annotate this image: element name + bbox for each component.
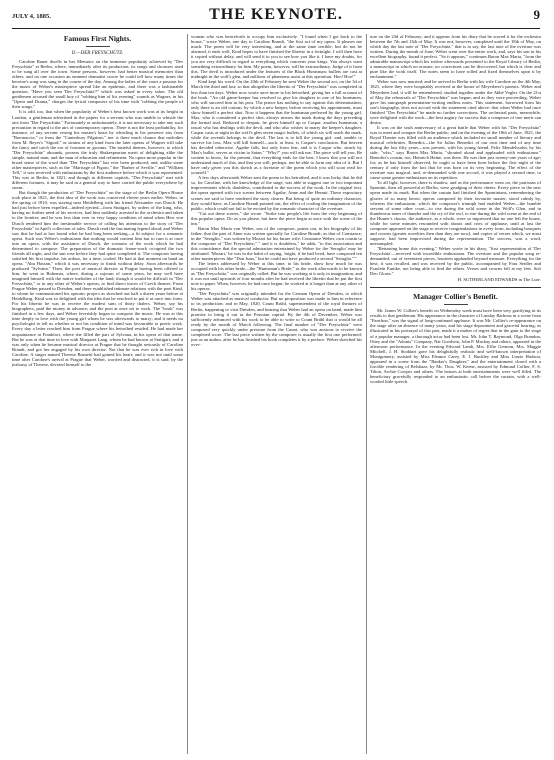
publication-title: THE KEYNOTE.	[209, 6, 343, 23]
paragraph: The letters addressed by Weber at this time, to his bride, show how much he was occupied with his other bride—the "Huntsman's Bride," as the work afterwards to be known as "Der Freyschütz," was originally called. But he was working at it only in imagination; and it was not until upwards of four months after he had received the libretto that he put the first note to paper. When, however, he had once begun, he worked at it longer than at any other of his operas.	[191, 261, 362, 292]
paragraph: But though the production of "Der Freyschütz" on the stage of the Berlin Opera House took place in 1821, the first idea of the work was conceived eleven years earlier. Weber, in the spring of 1810, was staying near Heidelberg with his friend Alexander von Dusch. He had just before been expelled—indeed ejected—from Stuttgart, by orders of the king, who, having no further need of his services, had him suddenly arrested in the orchestra and taken to the frontier; and he was less than ever in very happy condition of mind when Herr von Dusch rendered him the inestimable service of calling his attention to the story of "Der Freyschütz" in Apel's collection of tales. Dusch read the fascinating legend aloud; and Weber saw that he had at last found what he had long been seeking—a fit subject for a romantic opera. Such was Weber's enthusiasm that nothing would content him but to turn it at once into an opera, with the assistance of Dusch, the scenario of the work which he had determined to compose. The preparation of the dramatic frame-work occupied the two friends all night, and the sun rose before they had quite completed it. The composer having satisfied his first impulse, his ardour, for a time, cooled. He had at that moment on hand an opera, "Abu Hassan," which it was necessary to finish without delay. Soon afterwards he produced "Sylvana." Then, the post of musical director at Prague having been offered to him, he went to Bohemia, where, during a sojourn of some years, he may well have imagined himself with the native melodies of the land; though it would be difficult in "Der Freyschütz," or in any other of Weber's operas, to find direct traces of Czech themes. From Prague Weber passed to Dresden, and there established intimate relations with the poet Kind, to whom he communicated his operatic project as sketched out half a dozen years before at Heidelberg. Kind was so delighted with the idea that he resolved to put it at once into form. For his libretto he was to receive the modest sum of thirty thalers. Weber, say his biographers, paid the money in advance; and the poet at once set to work. The "book" was finished in a few days, and Weber feverishly began to compose the music. He was at this time deeply in love with the young girl whom he was afterwards to marry; and it needs no psychologist to tell us whether or not his condition of mind was favourable to poetic work. Every day a letter reached him from Prague where his betrothed resided. He had made her acquaintance at Frankfort, where she filled the part of Sylvana, in his opera of that name. But he was at that time in love with Margaret Lang, whom he had known at Stuttgart; and it was only when he became musical director at Prague that he thought seriously of Caroline Brandt, and got her engaged by his own director. Not that he was ever rich in love with Caroline. A singer named Therese Brunetti had gained his heart; and it was not until some time after Caroline's arrival at Prague that Weber, worried and distracted, it is said, by the jealousy of Therese, devoted himself to the	[12, 190, 183, 367]
paragraph: It is odd, too, that when the popularity of Weber's best known work was at its height in London, a gentleman advertised in the papers for a servant who was unable to whistle the airs from "Der Freyschütz." Fortunately or unfortunately, it is not necessary to take any such precaution in regard to the airs of contemporary operas. There is not the least probability, for instance, of any servant vexing his master's heart by whistling in his presence airs from "Beronaccia," or from the "Canterbury Pilgrims;" nor is there much chance that melodies from M. Reyer's "Sigurd," or strains of any kind from the later operas of Wagner will take the fancy and catch the ear of footmen or grooms. The tasteful themes, however, to which "Der Freyschütz" abounds, possess the truly Shakespearian merit of delighting alike the simple, natural man, and the man of education and refinement. No opera more popular in the broad sense of the word than "Der Freyschütz" has ever been produced; and, unlike some other masterpieces, such as the "Marriage of Figaro," the "Barber of Seville," and "William Tell," it was received with enthusiasm by the first audience before which it was represented. This was at Berlin, in 1821, and though in different capitals, "Der Freyschütz" met with different fortunes, it may be said in a general way to have carried the public everywhere by storm.	[12, 109, 183, 191]
article-title: Famous First Nights.	[63, 34, 132, 43]
page-header	[12, 4, 540, 29]
paragraph: It was on the sixth anniversary of a great battle that Weber with his "Der Freyschütz" was to meet and conquer the Berlin public; and on the evening of the 18th of June, 1821, the Royal Theatre was filled with an audience which included no small number of literary and musical celebrities. Benedict—the Sir Julius Benedict of our own time and of any time during the last fifty years—was present, with his young friend, Felix Mendelssohn, by his side; "who," says Baron Max Maria, "shouted aloud and applauded with enthusiasm." Benedict's cousin, too, Heinrich Heine, was there. He was then just twenty-one years of age; for, as he has himself observed, he ought to have been born before the first night of the century if only from the fact that he was born on its very beginning. The effect of the overture was magical, and, re-demanded with one accord, it was played a second time, to cause some greater enthusiasm on its repetition.	[370, 124, 541, 181]
paragraph: "Cut out these scenes," she wrote. "Strike into people's life from the very beginning of this popular opera. Do as you please, but have the piece begin at once with the scene of the inn."	[191, 210, 362, 226]
column-2	[191, 34, 362, 756]
page-number: 9	[533, 7, 540, 22]
paragraph: "Der Freyschütz" was originally intended for the German Opera of Dresden, to which Weber was attached as musical conductor. But no proposition was made to him in reference to its production; and in May, 1820, Count Brühl, superintendent of the royal theatres of Berlin, happening to visit Dresden, and hearing that Weber had an opera on hand, made him promise to bring it out in the Prussian capital. By the 4th of December, Weber was sufficiently advanced with his work to be able to write to Count Brühl that it would be all ready by the month of March following. The final number of "Der Freyschütz" were composed very quickly under pressure from the Count, who was anxious to receive the completed score. The last piece written by the composer is usually the first one performed; just as an author, after he has finished his book completes it by a preface. Weber sketched his over-	[191, 291, 362, 347]
column-3	[370, 34, 541, 756]
article-separator	[370, 287, 541, 288]
article-signature: H. SUTHERLAND EDWARDS in The Lute.	[457, 277, 541, 283]
paragraph: woman who was henceforth to occupy him exclusively. "I found when I got back to the house," wrote Weber, one day to Caroline Brandt, "the first act of my opera. It pleases me much. The poem will be very interesting, and at the same time terrible; but do not be alarmed, it ends well. Kind hopes to have finished the libretto in a fortnight. I will then have it copied without delay, and will send it to you to see how you like it. I have my doubts, for you are very difficult in regard to everything which concerns your kings. You always want something extraordinary for him. My poem, however, will be extraordinary. Judge of it from this. The devil is introduced under the features of the Black Huntsman; bullets are cast at midnight in the wolf's glen, and millions of phantoms assist at this operation. Hoo! Hoo!"	[191, 34, 362, 80]
article-subtitle: II.—DER FREYSCHÜTZ.	[71, 51, 124, 56]
column-1	[12, 34, 183, 756]
paragraph: Kind kept his word. On the 20th of February he sent Weber the second act; on the 3d of March the third and last; so that altogether the libretto of "Der Freyschütz" was completed in less than ten days. Weber now wrote once more to his betrothed, giving her a full account of the book. "An old game-keeper has resolved to give his daughter to one of his huntsmen, who will succeed him in his post. The prince has nothing to say against this determination; only there is an old custom, by which a new keeper, before receiving his appointment, must show himself a perfect shot. Now it happens that the huntsman preferred by the young girl, Max, who is considered a perfect shot, always misses the mark during the days preceding the formal trial. Reduced to despair, he gives himself up to Caspar, another huntsman, a rascal who has dealings with the devil, and who also wishes to marry the keeper's daughter. Caspar casts at night in the wolf's glen seven magic bullets, of which six will reach the mark, while the seventh belongs to the devil. The last is to kill the young girl: and, unable to survive his loss, Max will kill himself—such, at least, is Caspar's conclusion. But heaven has decided otherwise. Agathe falls, but only from fear, and it is Caspar who, struck by Max's bullet, serves as victim to Satan." "Why?" you will ask me. The piece will tell you. Be content to know, for the present, that everything ends for the best. I know that you will not understand much of this, and that you will, perhaps, not be able to form any idea of it. But I have only given you this sketch as a foretaste of the poem which you will soon read for yourself."	[191, 79, 362, 176]
paragraph: Mr. James W. Collier's benefit on Wednesday week must have been very gratifying in its results to that gentleman. His appearance in the character of Lunday Barbous in a scene from "Fanchon," was the signal of long-continued applause. It was Mr. Collier's re-appearance on the stage after an absence of many years, and his stage deportment and graceful bearing, as illustrated in his portrayal of this part, made it a matter of regret that in the gain to the stage of a popular manager, a thorough actor had been lost. Mr. John T. Raymond, Olga Brandon, Ottey and the "Adonis" Company, Nat Goodwin, John P. Mackay and others, appeared in the afternoon performance. In the evening Edward Lamb, Mrs. Effie Germon, Mrs. Maggie Mitchell, J. H. Stoddart gave his delightfully realistic and well-known interpretation of Montgomery, assisted by Miss Eleanor Carey. E. J. Buckley and Miss Linzie Hudson, appeared in a scene from the "Banker's Daughter," and the entertainment closed with a forcible rendering of Belshazz, by Mr. Thos. W. Keene, assisted by Edmund Collier, F. S. Tilton, Archie Cowper and others. The houses at both entertainments were well filled. The beneficiary gracefully responded to an enthusiastic call before the curtain, with a well-worded little speech.	[370, 308, 541, 384]
paragraph: "Returning home this evening," Weber wrote in his diary, "first representation of 'Der Freyschütz'—received with incredible enthusiasm. The overture and the popular song re-demanded; out of seventeen pieces, fourteen applauded beyond measure. Everything for the best; it was recalled, and was received by the public, accompanied by Frau Seidler and Fraulein Eunike, not being able to find the others. Verses and crowns fell at my feet. Soli Deo Gloria."	[370, 245, 541, 277]
title-rule	[86, 46, 110, 47]
issue-date: JULY 4, 1885.	[12, 13, 51, 20]
paragraph: To all light, however, there is shadow, and as the performance went on, the partisans of Spontini, then all powerful at Berlin, were grudging of their cheers. Every piece in the new opera made its mark. But when the curtain had finished the Spontinians, remembering the glories of so many heroic operas composed by their favourite master, stood calmly by, whereas the enthusiasm, which the composer's triumph had enabled Weber—the humble servant of some other court—to rise during the wild scene in the Wolf's Glen, and in thunderous tones of thunder and the cry of the owl, to rise during the wild scene at the end of the Hunter's chorus, the audience, as a whole, were so impressed that no one left the house, while for some minutes resounded with shouts and cries of applause, until at last the composer appeared on the stage to receive congratulations in every form, including bouquets and crowns (greater novelties then than they are now), and copies of verses which, we must suppose, had been improvised during the representation. The success, was a word, unexampled.	[370, 180, 541, 246]
paragraph: Baron Max Maria von Weber, son of the composer, points out, in his biography of his father, that the part of Anne was written specially for Caroline Brandt; as that of Constance, in the "Seraglio," was written by Mozart for his future wife, Constance Weber, own cousin to the composer of "Der Freyschütz;" " and it is doubtless," he adds, "to this association and this coincidence that the special admiration entertained by Weber for the 'Seraglio' may be attributed. 'Mozart,' he was in the habit of saying, 'might, if he had lived, have composed ten other masterpieces like "Don Juan," but he could not have produced a second "Seraglio."'"	[191, 225, 362, 262]
paragraph: ture on the 23d of February; and it appears from his diary that he scored it for the orchestra between the 7th and 13th of May. It was not, however, completed until the 18th of May, on which day the last note of "Der Freyschütz," that is to say, the last note of the overture was written. During the month of June, Weber went over the entire work, and, says his son in his excellent biography, found it perfect. "So it appears," continues Baron Max Maria, "from the admirable manuscript which his widow afterwards presented to the Royal Library of Berlin, a manuscript in which no erasure, no corrections can be discovered, but which is clear and pure like the work itself. The notes seem to have rolled and fixed themselves upon it by enchantment."	[370, 34, 541, 80]
paragraph: A few days afterwards Weber sent the poem to his betrothed, and it was lucky that he did so, for Caroline, with her knowledge of the stage, was able to suggest one or two important improvements which, doubtless, contributed to the success of the work. In the original text, the opera opened with two scenes between Agathe, Anne and the Hermit. These expository scenes are said to have rendered the story clearer. But being of quite an ordinary character, they would have, as Caroline Brandt pointed out, the effect of cooling the imagination of the public, which could not fail to be excited by the romantic character of the overture.	[191, 175, 362, 211]
column-divider	[366, 34, 367, 754]
column-divider	[187, 34, 188, 754]
article-title: Manager Collier's Benefit.	[413, 292, 498, 302]
title-rule	[444, 304, 468, 305]
paragraph: Weber was now married; and he arrived in Berlin with his wife Caroline on the 4th May, 1821, where they were hospitably received at the house of Meyerbeer's parents. Weber and Meyerbeer had, it will be remembered, studied together under the Abbé Vogler. On the 21st of May the rehearsals of "Der Freyschütz" was begun; and as they were proceeding, Weber gave his autograph presentation-writing endless notes. This statement, borrowed from his son's biography, does not accord with the statement cited above: that when Weber had once finished "Der Freyschütz" he made no further corrections. The orchestral parts, meanwhile, were delighted with the work—the best augury for success that a composer of true merit can desire.	[370, 79, 541, 125]
paragraph: Caroline Bauer dwells in her Memoirs on the immense popularity achieved by "Der Freyschütz" at Berlin, where, immediately after its production, its songs and choruses used to be sung all over the town. Some persons, however, had better musical memories than others; and on one occasion an eminent dramatist swore he could tell how many times the heroine's song was sung in the course of the day. Among the ladies of the court a passion for the music of Weber's masterpiece spread like an epidemic, and there was a fashionable question, "Have you seen 'Der Freyschütz'?" which was asked in every salon. The old gentlemen accused the small boy of "robbing him of his evening" sounds as Wagner, in his "Opera and Drama," charges the lyrical composers of his time with "robbing the people of their songs."	[12, 59, 183, 110]
